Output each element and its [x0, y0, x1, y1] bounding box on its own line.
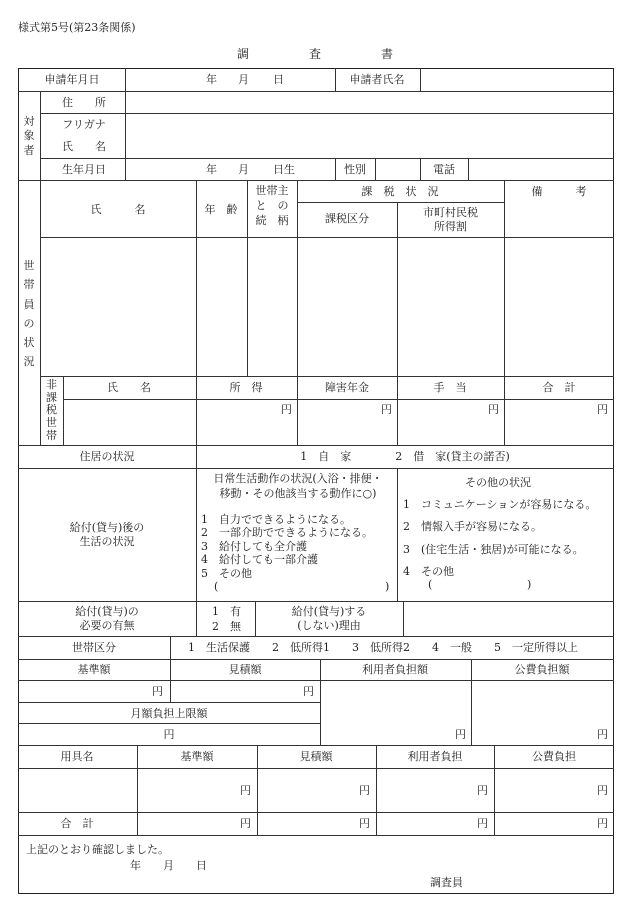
relation-header — [247, 184, 297, 229]
reason-label — [255, 605, 403, 634]
municipal-tax-line: 所得割 — [434, 220, 467, 234]
necessity-label-line: 給付(貸与)の — [75, 605, 139, 618]
nontax-label-char: 非 — [46, 378, 57, 391]
nontax-label-char: 課 — [46, 390, 57, 404]
necessity-yes[interactable]: 1 有 — [212, 605, 241, 618]
relation-header-line: と の — [255, 198, 289, 212]
other-status-title: その他の状況 — [465, 476, 531, 489]
applicant-name-label: 申請者氏名 — [349, 73, 405, 86]
furigana-label: フリガナ — [62, 118, 106, 131]
estimate-yen: 円 — [303, 685, 314, 698]
pension-yen: 円 — [381, 403, 392, 416]
adl-section — [200, 472, 396, 501]
birth-day: 日生 — [273, 163, 295, 176]
base-amount-header: 基準額 — [77, 663, 111, 676]
necessity-no[interactable]: 2 無 — [212, 620, 241, 633]
member-name-header: 氏 名 — [90, 203, 146, 216]
relation-header-line: 世帯主 — [255, 184, 289, 197]
necessity-label — [18, 605, 196, 634]
adl-option[interactable]: 5 その他 — [201, 566, 252, 580]
other-paren-close: ) — [527, 578, 532, 591]
adl-option[interactable]: 2 一部介助でできるようになる。 — [201, 526, 373, 540]
sex-field[interactable] — [376, 159, 419, 179]
nontax-name-header: 氏 名 — [107, 381, 151, 394]
total-header: 合 計 — [542, 381, 576, 394]
household-label-char: の — [23, 316, 35, 330]
applicant-name-field[interactable] — [421, 69, 613, 90]
form-number: 様式第5号(第23条関係) — [18, 21, 136, 34]
adl-options — [201, 513, 396, 580]
household-label-char: 帯 — [23, 278, 35, 292]
subject-label-char: 対 — [23, 115, 35, 128]
item-estimate-header: 見積額 — [299, 750, 333, 763]
phone-field[interactable] — [469, 159, 613, 179]
life-status-label-line: 給付(貸与)後の — [69, 521, 145, 534]
adl-option[interactable]: 4 給付しても一部介護 — [201, 553, 318, 567]
item-user-burden-header: 利用者負担 — [407, 750, 463, 763]
reason-field[interactable] — [404, 602, 613, 635]
public-burden-header: 公費負担額 — [514, 663, 570, 676]
item-estimate-yen: 円 — [359, 784, 370, 797]
apply-date-year: 年 — [206, 73, 217, 86]
estimate-header: 見積額 — [228, 663, 262, 676]
other-option[interactable]: 2 情報入手が容易になる。 — [403, 520, 542, 533]
tax-status-header: 課 税 状 況 — [361, 185, 439, 198]
total-estimate-yen: 円 — [359, 817, 370, 830]
apply-date-month: 月 — [238, 73, 249, 86]
subject-name-field[interactable] — [126, 114, 613, 157]
sex-label: 性別 — [344, 163, 366, 176]
address-label: 住 所 — [62, 96, 106, 109]
adl-option[interactable]: 3 給付しても全介護 — [201, 539, 307, 553]
household-label-char: 世 — [23, 259, 35, 272]
household-class-label: 世帯区分 — [72, 641, 116, 654]
life-status-label-line: 生活の状況 — [79, 535, 135, 549]
document-title: 調 査 書 — [236, 47, 394, 61]
user-burden-header: 利用者負担額 — [362, 663, 428, 676]
household-label-char: 員 — [23, 297, 35, 311]
other-option[interactable]: 3 (住宅生活・独居)が可能になる。 — [403, 543, 584, 556]
household-label-char: 状 — [23, 336, 35, 349]
apply-date-day: 日 — [273, 73, 284, 86]
subject-label-char: 者 — [23, 143, 35, 157]
public-burden-yen: 円 — [597, 728, 608, 741]
phone-label: 電話 — [433, 163, 455, 176]
income-header: 所 得 — [229, 381, 263, 394]
nontax-label-char: 税 — [46, 403, 57, 417]
other-option[interactable]: 4 その他 — [403, 565, 454, 578]
address-field[interactable] — [126, 92, 613, 112]
allowance-header: 手 当 — [433, 381, 467, 394]
item-base-yen: 円 — [240, 784, 251, 797]
nontax-household-label — [40, 379, 63, 442]
adl-option[interactable]: 1 自力でできるようになる。 — [201, 513, 351, 526]
item-public-burden-yen: 円 — [597, 784, 608, 797]
household-label — [18, 256, 40, 372]
household-label-char: 況 — [23, 355, 35, 369]
pension-header: 障害年金 — [325, 381, 369, 394]
municipal-tax-header — [397, 206, 504, 235]
tax-class-header: 課税区分 — [325, 212, 369, 225]
household-members-area[interactable] — [41, 238, 613, 375]
age-header: 年 齢 — [204, 203, 238, 216]
monthly-cap-label: 月額負担上限額 — [130, 707, 208, 720]
income-yen: 円 — [281, 403, 292, 416]
life-status-label — [18, 521, 196, 550]
municipal-tax-line: 市町村民税 — [423, 206, 478, 219]
confirmation-date: 年 月 日 — [130, 859, 207, 872]
investigator-label: 調査員 — [430, 876, 463, 889]
necessity-label-line: 必要の有無 — [79, 619, 135, 633]
relation-header-line: 続 柄 — [255, 213, 289, 227]
reason-label-line: (しない)理由 — [297, 619, 361, 633]
total-user-burden-yen: 円 — [477, 817, 488, 830]
items-total-label: 合 計 — [60, 817, 94, 830]
reason-label-line: 給付(貸与)する — [291, 605, 367, 618]
investigator-field[interactable] — [470, 872, 610, 890]
other-paren-open: ( — [428, 578, 433, 591]
total-base-yen: 円 — [240, 817, 251, 830]
subject-label-char: 象 — [23, 129, 35, 143]
item-user-burden-yen: 円 — [477, 784, 488, 797]
subject-name-label: 氏 名 — [62, 140, 106, 153]
base-amount-yen: 円 — [152, 685, 163, 698]
apply-date-label: 申請年月日 — [44, 73, 100, 86]
subject-label — [18, 115, 40, 158]
item-base-header: 基準額 — [180, 750, 214, 763]
remarks-header: 備 考 — [531, 185, 587, 198]
nontax-label-char: 帯 — [46, 428, 57, 442]
confirmation-text: 上記のとおり確認しました。 — [26, 843, 169, 856]
birth-year: 年 — [206, 163, 217, 176]
allowance-yen: 円 — [488, 403, 499, 416]
item-name-header: 用具名 — [60, 750, 94, 763]
birth-date-label: 生年月日 — [62, 163, 106, 176]
household-class-options[interactable]: 1 生活保護 2 低所得1 3 低所得2 4 一般 5 一定所得以上 — [188, 641, 578, 654]
birth-month: 月 — [238, 163, 249, 176]
adl-title-line: 移動・その他該当する動作に○) — [219, 486, 377, 500]
adl-paren-close: ) — [385, 580, 390, 593]
total-public-burden-yen: 円 — [597, 817, 608, 830]
adl-paren-open: ( — [214, 580, 219, 593]
residence-options[interactable]: 1 自 家 2 借 家(貸主の諾否) — [300, 450, 510, 463]
item-name-field[interactable] — [19, 769, 136, 811]
item-public-burden-header: 公費負担 — [532, 750, 576, 763]
monthly-cap-yen: 円 — [163, 728, 175, 741]
residence-label: 住居の状況 — [79, 450, 135, 463]
total-yen: 円 — [597, 403, 608, 416]
other-option[interactable]: 1 コミュニケーションが容易になる。 — [403, 498, 597, 511]
adl-title-line: 日常生活動作の状況(入浴・排便・ — [213, 472, 383, 485]
user-burden-yen: 円 — [455, 728, 466, 741]
nontax-label-char: 世 — [46, 415, 57, 429]
